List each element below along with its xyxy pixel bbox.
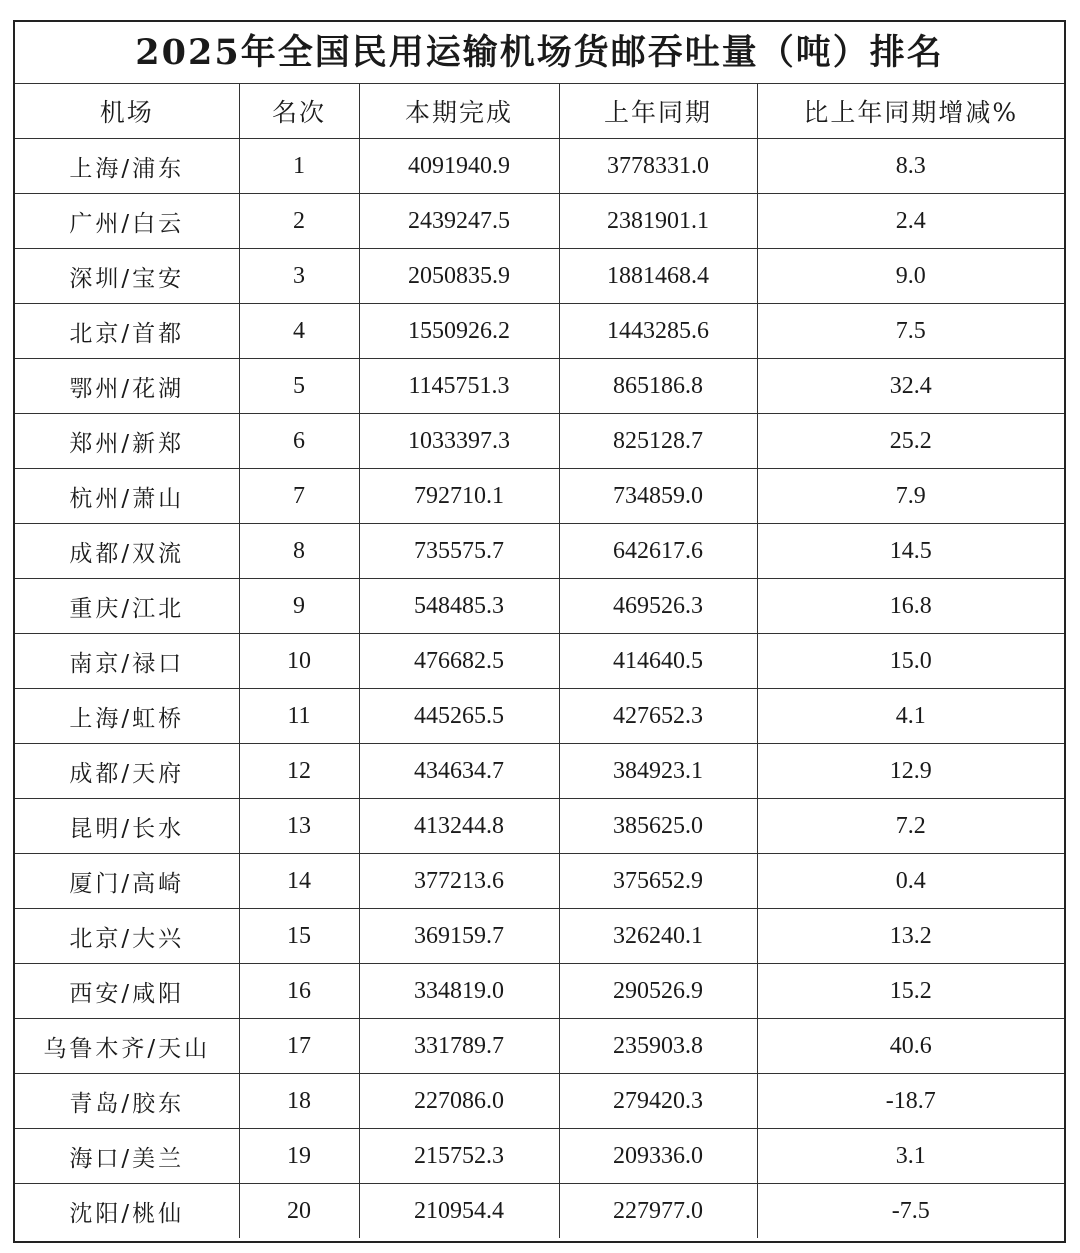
table-row <box>15 1019 1064 1074</box>
airport-cell: 成都/双流 <box>15 524 239 579</box>
airport-cell: 成都/天府 <box>15 744 239 799</box>
rank-cell: 6 <box>239 414 359 469</box>
prior-year-cell: 279420.3 <box>559 1074 757 1129</box>
change-percent-cell: 15.0 <box>757 634 1064 689</box>
header-current-period: 本期完成 <box>359 84 559 139</box>
airport-cell: 广州/白云 <box>15 194 239 249</box>
table-row <box>15 524 1064 579</box>
airport-cell: 沈阳/桃仙 <box>15 1184 239 1239</box>
rank-cell: 7 <box>239 469 359 524</box>
table-row <box>15 1129 1064 1184</box>
prior-year-cell: 469526.3 <box>559 579 757 634</box>
airport-cell: 上海/虹桥 <box>15 689 239 744</box>
current-period-cell: 548485.3 <box>359 579 559 634</box>
table-row <box>15 579 1064 634</box>
prior-year-cell: 227977.0 <box>559 1184 757 1239</box>
rank-cell: 1 <box>239 139 359 194</box>
change-percent-cell: 16.8 <box>757 579 1064 634</box>
airport-cell: 青岛/胶东 <box>15 1074 239 1129</box>
table-row <box>15 799 1064 854</box>
table-row <box>15 304 1064 359</box>
current-period-cell: 2439247.5 <box>359 194 559 249</box>
change-percent-cell: 13.2 <box>757 909 1064 964</box>
airport-cell: 乌鲁木齐/天山 <box>15 1019 239 1074</box>
rank-cell: 16 <box>239 964 359 1019</box>
prior-year-cell: 865186.8 <box>559 359 757 414</box>
table-row <box>15 744 1064 799</box>
current-period-cell: 434634.7 <box>359 744 559 799</box>
airport-cell: 昆明/长水 <box>15 799 239 854</box>
change-percent-cell: 12.9 <box>757 744 1064 799</box>
table-row <box>15 469 1064 524</box>
header-rank: 名次 <box>239 84 359 139</box>
table-row <box>15 414 1064 469</box>
prior-year-cell: 642617.6 <box>559 524 757 579</box>
prior-year-cell: 384923.1 <box>559 744 757 799</box>
airport-cell: 鄂州/花湖 <box>15 359 239 414</box>
prior-year-cell: 414640.5 <box>559 634 757 689</box>
table-row <box>15 139 1064 194</box>
rank-cell: 2 <box>239 194 359 249</box>
current-period-cell: 4091940.9 <box>359 139 559 194</box>
table-row <box>15 359 1064 414</box>
prior-year-cell: 326240.1 <box>559 909 757 964</box>
table-row <box>15 1184 1064 1239</box>
current-period-cell: 413244.8 <box>359 799 559 854</box>
cargo-ranking-sheet <box>13 20 1066 1243</box>
current-period-cell: 227086.0 <box>359 1074 559 1129</box>
rank-cell: 20 <box>239 1184 359 1239</box>
change-percent-cell: 4.1 <box>757 689 1064 744</box>
change-percent-cell: 3.1 <box>757 1129 1064 1184</box>
rank-cell: 11 <box>239 689 359 744</box>
change-percent-cell: 0.4 <box>757 854 1064 909</box>
airport-cell: 海口/美兰 <box>15 1129 239 1184</box>
prior-year-cell: 825128.7 <box>559 414 757 469</box>
rank-cell: 18 <box>239 1074 359 1129</box>
rank-cell: 3 <box>239 249 359 304</box>
change-percent-cell: 7.2 <box>757 799 1064 854</box>
rank-cell: 10 <box>239 634 359 689</box>
change-percent-cell: -7.5 <box>891 1197 930 1224</box>
prior-year-cell: 734859.0 <box>559 469 757 524</box>
airport-cell: 重庆/江北 <box>15 579 239 634</box>
table-row <box>15 249 1064 304</box>
rank-cell: 5 <box>239 359 359 414</box>
rank-cell: 14 <box>239 854 359 909</box>
current-period-cell: 1145751.3 <box>359 359 559 414</box>
table-body <box>15 139 1064 1239</box>
table-row <box>15 854 1064 909</box>
airport-cell: 上海/浦东 <box>15 139 239 194</box>
current-period-cell: 2050835.9 <box>359 249 559 304</box>
current-period-cell: 445265.5 <box>359 689 559 744</box>
current-period-cell: 476682.5 <box>359 634 559 689</box>
current-period-cell: 334819.0 <box>359 964 559 1019</box>
prior-year-cell: 235903.8 <box>559 1019 757 1074</box>
rank-cell: 4 <box>239 304 359 359</box>
prior-year-cell: 3778331.0 <box>559 139 757 194</box>
change-percent-cell: 7.5 <box>757 304 1064 359</box>
prior-year-cell: 2381901.1 <box>559 194 757 249</box>
rank-cell: 19 <box>239 1129 359 1184</box>
airport-cell: 郑州/新郑 <box>15 414 239 469</box>
change-percent-cell: 9.0 <box>757 249 1064 304</box>
change-percent-cell: 15.2 <box>757 964 1064 1019</box>
current-period-cell: 1033397.3 <box>359 414 559 469</box>
table-row <box>15 194 1064 249</box>
table-row <box>15 689 1064 744</box>
airport-cell: 杭州/萧山 <box>15 469 239 524</box>
change-percent-cell: 32.4 <box>757 359 1064 414</box>
airport-cell: 西安/咸阳 <box>15 964 239 1019</box>
current-period-cell: 215752.3 <box>359 1129 559 1184</box>
header-change-percent: 比上年同期增减% <box>757 84 1064 139</box>
table-row <box>15 1074 1064 1129</box>
airport-cell: 南京/禄口 <box>15 634 239 689</box>
table-row <box>15 909 1064 964</box>
change-percent-cell: 25.2 <box>757 414 1064 469</box>
current-period-cell: 1550926.2 <box>359 304 559 359</box>
rank-cell: 15 <box>239 909 359 964</box>
rank-cell: 8 <box>239 524 359 579</box>
change-percent-cell: 14.5 <box>757 524 1064 579</box>
header-airport: 机场 <box>15 84 239 139</box>
prior-year-cell: 375652.9 <box>559 854 757 909</box>
rank-cell: 17 <box>239 1019 359 1074</box>
rank-cell: 9 <box>239 579 359 634</box>
ranking-table <box>15 84 1064 1238</box>
change-percent-cell: 2.4 <box>757 194 1064 249</box>
header-row <box>15 84 1064 139</box>
table-row <box>15 964 1064 1019</box>
page-title: 2025年全国民用运输机场货邮吞吐量（吨）排名 <box>15 22 1064 84</box>
current-period-cell: 735575.7 <box>359 524 559 579</box>
current-period-cell: 792710.1 <box>359 469 559 524</box>
airport-cell: 厦门/高崎 <box>15 854 239 909</box>
airport-cell: 深圳/宝安 <box>15 249 239 304</box>
prior-year-cell: 427652.3 <box>559 689 757 744</box>
change-percent-cell: -18.7 <box>757 1074 1064 1129</box>
prior-year-cell: 1443285.6 <box>559 304 757 359</box>
prior-year-cell: 1881468.4 <box>559 249 757 304</box>
table-row <box>15 634 1064 689</box>
prior-year-cell: 209336.0 <box>559 1129 757 1184</box>
rank-cell: 12 <box>239 744 359 799</box>
rank-cell: 13 <box>239 799 359 854</box>
current-period-cell: 377213.6 <box>359 854 559 909</box>
current-period-cell: 210954.4 <box>359 1184 559 1239</box>
current-period-cell: 369159.7 <box>359 909 559 964</box>
change-percent-cell: 40.6 <box>757 1019 1064 1074</box>
prior-year-cell: 290526.9 <box>559 964 757 1019</box>
change-percent-cell: 7.9 <box>757 469 1064 524</box>
prior-year-cell: 385625.0 <box>559 799 757 854</box>
airport-cell: 北京/首都 <box>15 304 239 359</box>
change-percent-cell: 8.3 <box>757 139 1064 194</box>
current-period-cell: 331789.7 <box>359 1019 559 1074</box>
header-prior-year: 上年同期 <box>559 84 757 139</box>
airport-cell: 北京/大兴 <box>15 909 239 964</box>
